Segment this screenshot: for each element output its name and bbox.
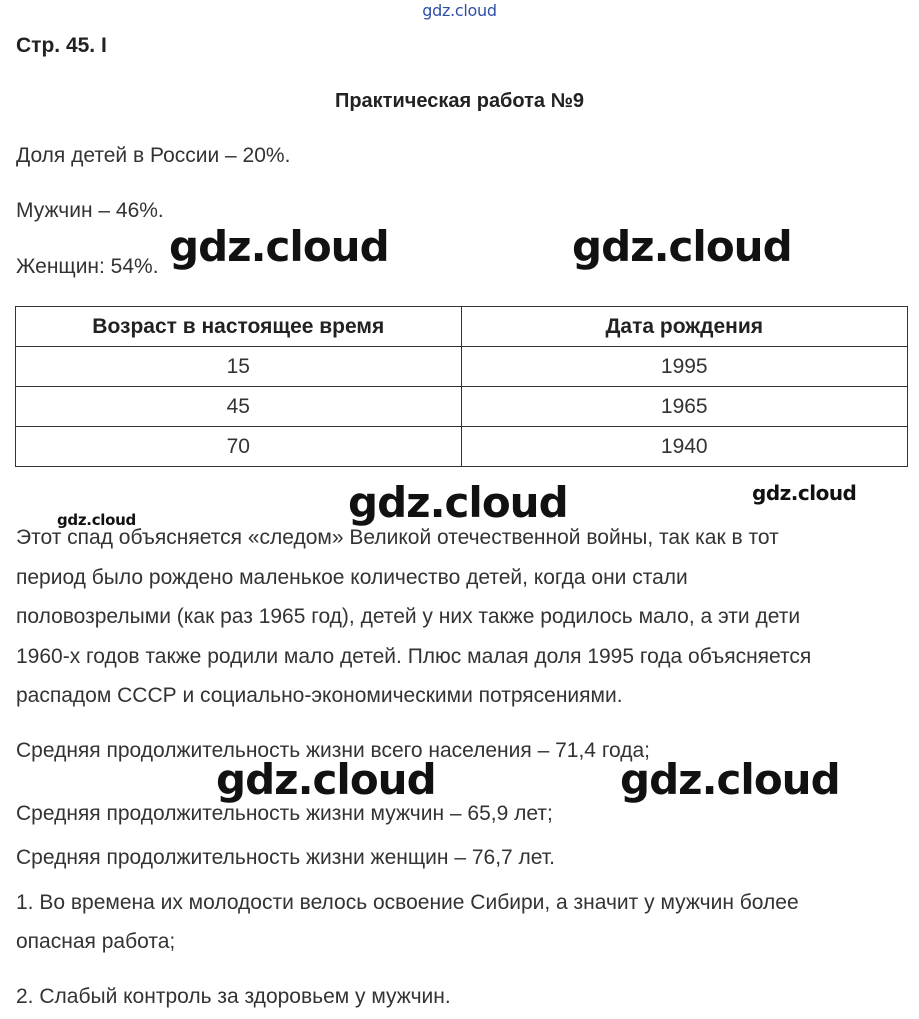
reason-2: 2. Слабый контроль за здоровьем у мужчин. bbox=[16, 985, 451, 1008]
watermark-6: gdz.cloud bbox=[216, 755, 436, 804]
paragraph-line: период было рождено маленькое количество детей, когда они стали bbox=[16, 566, 688, 589]
watermark-7: gdz.cloud bbox=[620, 755, 840, 804]
age-table bbox=[15, 306, 908, 467]
page-title: Практическая работа №9 bbox=[334, 90, 585, 112]
table-cell-year: 1940 bbox=[461, 427, 908, 467]
table-cell-age: 70 bbox=[16, 427, 462, 467]
life-expectancy-men: Средняя продолжительность жизни мужчин – 65,9 лет; bbox=[16, 802, 553, 825]
paragraph-line: половозрелыми (как раз 1965 год), детей у них также родилось мало, а эти дети bbox=[16, 605, 801, 628]
reason-1-line-1: 1. Во времена их молодости велось освоение Сибири, а значит у мужчин более bbox=[16, 891, 799, 914]
life-expectancy-women: Средняя продолжительность жизни женщин – 76,7 лет. bbox=[16, 846, 555, 869]
table-row bbox=[16, 347, 908, 387]
table-row bbox=[16, 387, 908, 427]
watermark-5: gdz.cloud bbox=[57, 511, 136, 529]
page-reference: Стр. 45. I bbox=[16, 34, 107, 57]
table-cell-year: 1995 bbox=[461, 347, 908, 387]
table-row bbox=[16, 427, 908, 467]
watermark-3: gdz.cloud bbox=[348, 478, 568, 527]
watermark-top: gdz.cloud bbox=[422, 1, 497, 20]
watermark-4: gdz.cloud bbox=[752, 481, 857, 505]
watermark-1: gdz.cloud bbox=[169, 222, 389, 271]
table-header-age: Возраст в настоящее время bbox=[16, 307, 462, 347]
table-header-row bbox=[16, 307, 908, 347]
table-cell-age: 45 bbox=[16, 387, 462, 427]
watermark-2: gdz.cloud bbox=[572, 222, 792, 271]
life-expectancy-all: Средняя продолжительность жизни всего населения – 71,4 года; bbox=[16, 739, 650, 762]
paragraph-line: Этот спад объясняется «следом» Великой отечественной войны, так как в тот bbox=[16, 526, 779, 549]
paragraph-line: 1960-х годов также родили мало детей. Плюс малая доля 1995 года объясняется bbox=[16, 645, 812, 668]
table-header-birth-date: Дата рождения bbox=[461, 307, 908, 347]
reason-1-line-2: опасная работа; bbox=[16, 930, 176, 953]
stat-children: Доля детей в России – 20%. bbox=[16, 144, 291, 167]
table-cell-year: 1965 bbox=[461, 387, 908, 427]
stat-men: Мужчин – 46%. bbox=[16, 199, 164, 222]
stat-women: Женщин: 54%. bbox=[16, 255, 159, 278]
paragraph-line: распадом СССР и социально-экономическими потрясениями. bbox=[16, 684, 623, 707]
table-cell-age: 15 bbox=[16, 347, 462, 387]
